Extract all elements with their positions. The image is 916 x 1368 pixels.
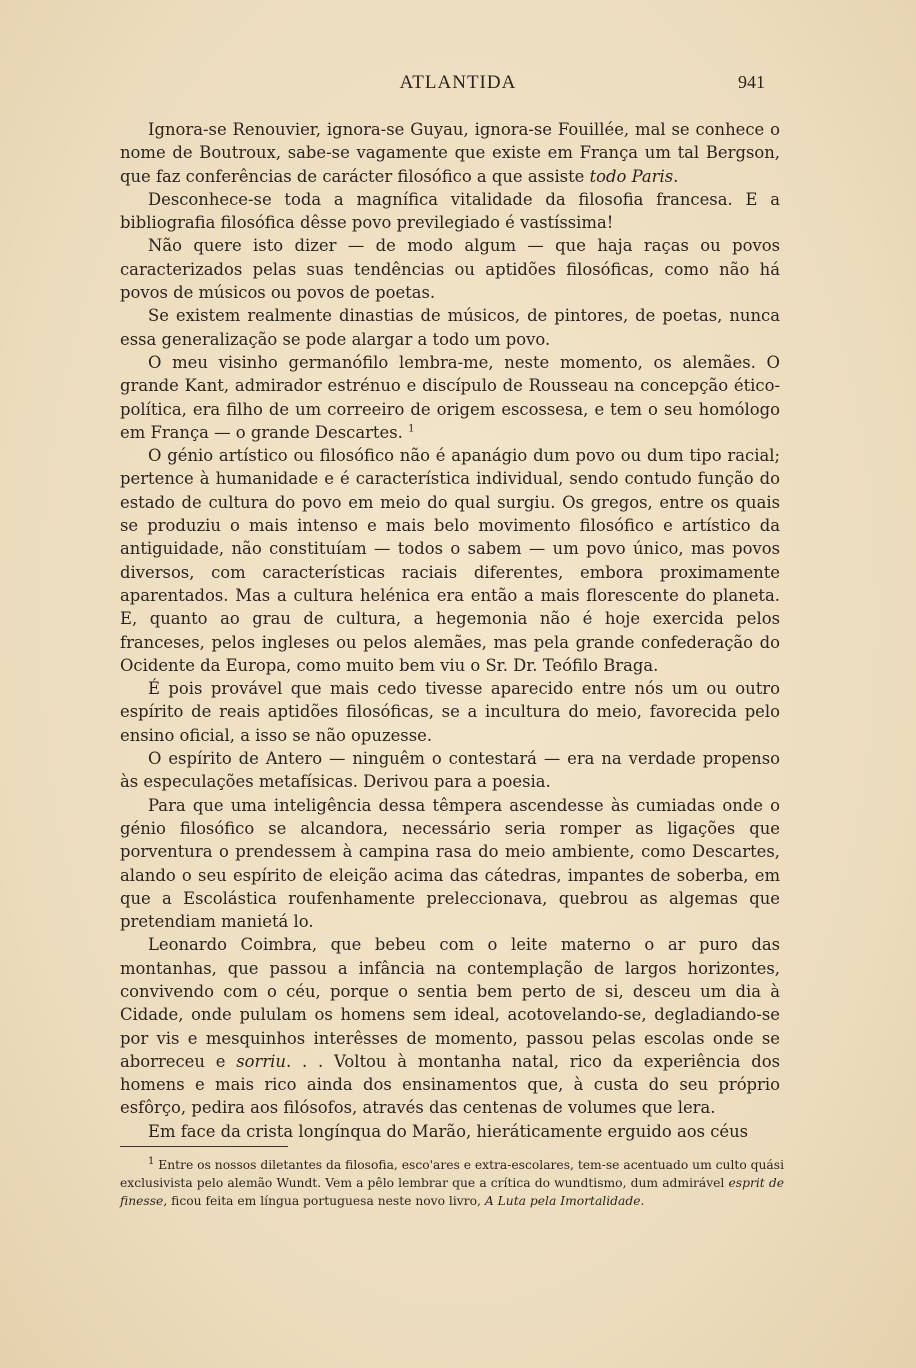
- paragraph-1: Ignora-se Renouvier, ignora-se Guyau, ignora-se Fouillée, mal se conhece o nome de Boutroux, sabe-se vagamente que existe em França um tal Bergson, que faz conferências de carácter filosófico a que assiste todo Paris.: [120, 120, 780, 186]
- paragraph-9: Para que uma inteligência dessa têmpera ascendesse às cumiadas onde o génio filosófico se alcandora, necessário seria romper as ligações que porventura o prendessem à campina rasa do meio ambiente, como Descartes, alando o seu espírito de eleição acima das cátedras, impantes de soberba, em que a Escolástica roufenhamente preleccionava, quebrou as algemas que pretendiam manietá lo.: [120, 795, 780, 932]
- paragraph-3: Não quere isto dizer — de modo algum — que haja raças ou povos caracterizados pelas suas tendências ou aptidões filosóficas, como não há povos de músicos ou povos de poetas.: [120, 236, 780, 303]
- paragraph-7: É pois provável que mais cedo tivesse aparecido entre nós um ou outro espírito de reais aptidões filosóficas, se a incultura do meio, favorecida pelo ensino oficial, a isso se não opuzesse.: [120, 679, 780, 745]
- footnote-mark: 1: [148, 1155, 155, 1167]
- body-text: [120, 118, 780, 1143]
- paragraph-2: Desconhece-se toda a magnífica vitalidade da filosofia francesa. E a bibliografia filosófica dêsse povo previlegiado é vastíssima!: [120, 189, 780, 233]
- footnote-divider: [120, 1146, 288, 1147]
- footnote-reference: 1: [408, 423, 415, 435]
- paragraph-11: Em face da crista longínqua do Marão, hieráticamente erguido aos céus: [148, 1121, 749, 1141]
- paragraph-4: Se existem realmente dinastias de músicos, de pintores, de poetas, nunca essa generalização se pode alargar a todo um povo.: [120, 306, 780, 349]
- paragraph-10: Leonardo Coimbra, que bebeu com o leite materno o ar puro das montanhas, que passou a infância na contemplação de largos horizontes, convivendo com o céu, porque o sentia bem perto de si, desceu um dia à Cidade, onde pululam os homens sem ideal, acotovelando-se, degladiando-se por vis e mesquinhos interêsses de momento, passou pelas escolas onde se aborreceu e sorriu. . . Voltou à montanha natal, rico da experiência dos homens e mais rico ainda dos ensinamentos que, à custa do seu próprio esfôrço, pedira aos filósofos, através das centenas de volumes que lera.: [120, 935, 780, 1118]
- paragraph-5: O meu visinho germanófilo lembra-me, neste momento, os alemães. O grande Kant, admirador estrénuo e discípulo de Rousseau na concepção ético-política, era filho de um correeiro de origem escossesa, e tem o seu homólogo em França — o grande Descartes. $^1$: [120, 352, 780, 442]
- page-number: 941: [738, 72, 765, 92]
- paragraph-6: O génio artístico ou filosófico não é apanágio dum povo ou dum tipo racial; pertence à humanidade e é característica individual, sendo contudo função do estado de cultura do povo em meio do qual surgiu. Os gregos, entre os quais se produziu o mais intenso e mais belo movimento filosófico e artístico da antiguidade, não constituíam — todos o sabem — um povo único, mas povos diversos, com características raciais diferentes, embora proximamente aparentados. Mas a cultura helénica era então a mais florescente do planeta. E, quanto ao grau de cultura, a hegemonia não é hoje exercida pelos franceses, pelos ingleses ou pelos alemães, mas pela grande confederação do Ocidente da Europa, como muito bem viu o Sr. Dr. Teófilo Braga.: [120, 446, 780, 675]
- running-title: ATLANTIDA: [399, 72, 517, 93]
- paragraph-8: O espírito de Antero — ninguêm o contestará — era na verdade propenso às especulações metafísicas. Derivou para a poesia.: [120, 749, 780, 792]
- footnote: $^1$ Entre os nossos diletantes da filosofia, esco'ares e extra-escolares, tem-se acentuado um culto quási exclusivista pelo alemão Wundt. Vem a pêlo lembrar que a crítica do wundtismo, dum admirável esprit de finesse, ficou feita em língua portuguesa neste novo livro, A Luta pela Imortalidade.: [120, 1155, 785, 1208]
